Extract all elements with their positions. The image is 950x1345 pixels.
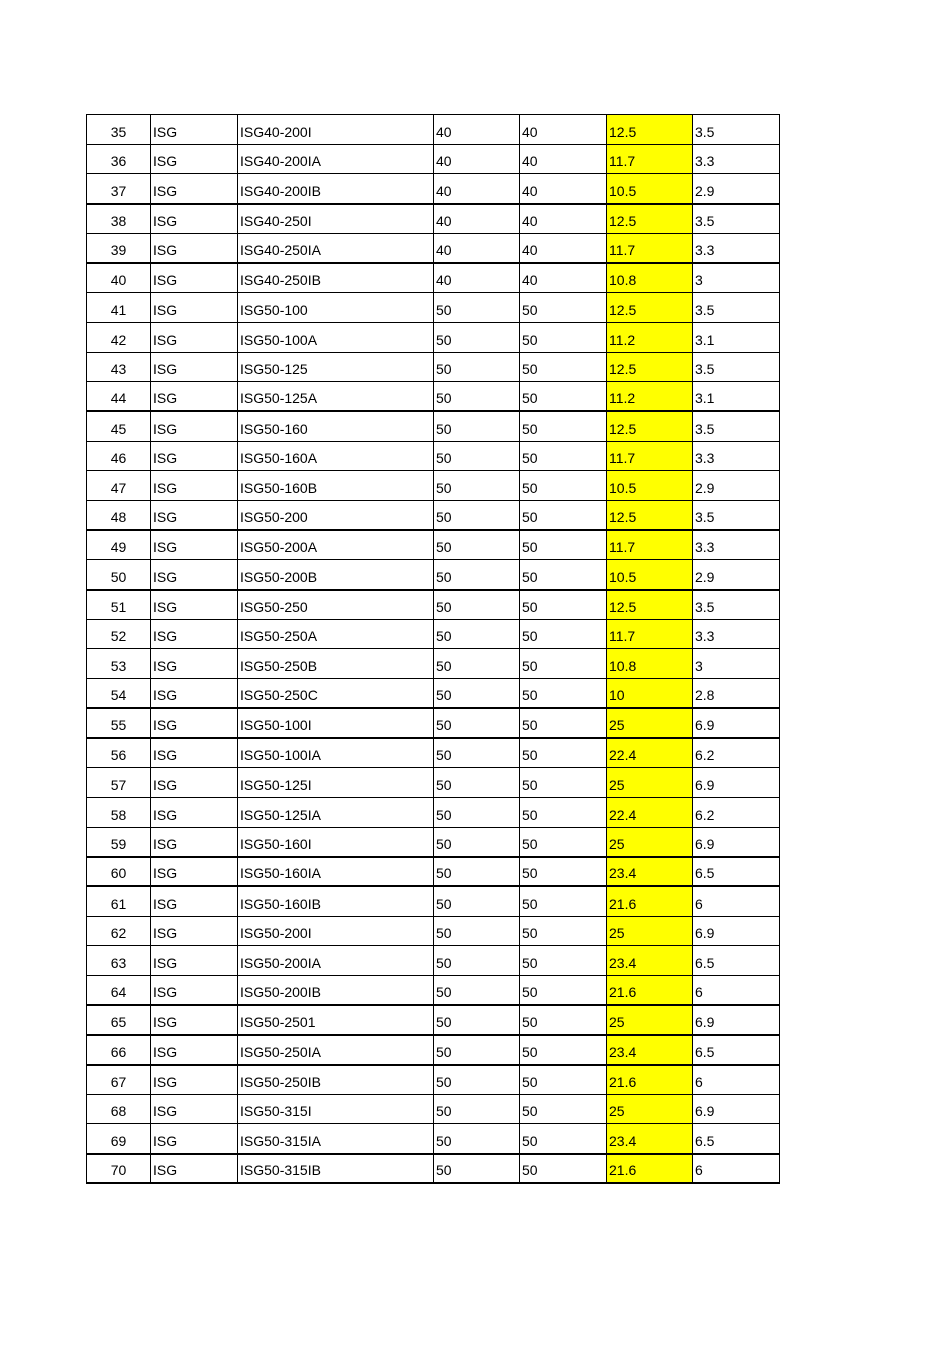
outlet-diameter-cell: 50 [520,560,607,590]
flow-alt-cell: 3.3 [693,441,780,471]
model-cell: ISG50-100 [238,293,434,323]
type-cell: ISG [151,500,238,530]
flow-cell: 25 [607,1005,693,1035]
inlet-diameter-cell: 40 [434,263,520,293]
table-row [87,1065,780,1095]
flow-alt-cell: 6.9 [693,768,780,798]
inlet-diameter-cell: 50 [434,619,520,649]
flow-alt-cell: 3.5 [693,293,780,323]
row-number-cell: 60 [87,857,151,887]
flow-alt-cell: 6 [693,1154,780,1184]
flow-cell: 23.4 [607,857,693,887]
inlet-diameter-cell: 50 [434,500,520,530]
model-cell: ISG50-125I [238,768,434,798]
row-number-cell: 58 [87,797,151,827]
flow-alt-cell: 6.9 [693,827,780,857]
outlet-diameter-cell: 50 [520,708,607,738]
flow-cell: 12.5 [607,204,693,234]
pump-spec-table [86,114,780,1184]
model-cell: ISG40-200IB [238,174,434,204]
table-row [87,293,780,323]
inlet-diameter-cell: 50 [434,1094,520,1124]
type-cell: ISG [151,293,238,323]
flow-cell: 11.7 [607,144,693,174]
inlet-diameter-cell: 50 [434,827,520,857]
inlet-diameter-cell: 50 [434,797,520,827]
flow-alt-cell: 3 [693,649,780,679]
flow-alt-cell: 3.3 [693,530,780,560]
type-cell: ISG [151,946,238,976]
flow-alt-cell: 3.5 [693,590,780,620]
table-row [87,1124,780,1154]
type-cell: ISG [151,1005,238,1035]
row-number-cell: 67 [87,1065,151,1095]
row-number-cell: 65 [87,1005,151,1035]
flow-alt-cell: 3.3 [693,144,780,174]
flow-alt-cell: 2.9 [693,560,780,590]
flow-cell: 12.5 [607,293,693,323]
row-number-cell: 51 [87,590,151,620]
flow-alt-cell: 6.5 [693,946,780,976]
model-cell: ISG50-250C [238,679,434,709]
flow-cell: 23.4 [607,946,693,976]
type-cell: ISG [151,411,238,441]
flow-cell: 23.4 [607,1035,693,1065]
model-cell: ISG50-200I [238,916,434,946]
row-number-cell: 50 [87,560,151,590]
inlet-diameter-cell: 50 [434,471,520,501]
flow-cell: 10.5 [607,560,693,590]
row-number-cell: 64 [87,975,151,1005]
flow-alt-cell: 3 [693,263,780,293]
outlet-diameter-cell: 50 [520,500,607,530]
inlet-diameter-cell: 50 [434,1124,520,1154]
table-row [87,738,780,768]
table-row [87,144,780,174]
outlet-diameter-cell: 50 [520,1065,607,1095]
type-cell: ISG [151,797,238,827]
model-cell: ISG50-315I [238,1094,434,1124]
table-row [87,352,780,382]
model-cell: ISG50-250 [238,590,434,620]
model-cell: ISG40-250IA [238,233,434,263]
table-row [87,560,780,590]
type-cell: ISG [151,1065,238,1095]
flow-cell: 11.7 [607,619,693,649]
inlet-diameter-cell: 50 [434,1035,520,1065]
flow-cell: 12.5 [607,590,693,620]
outlet-diameter-cell: 50 [520,1154,607,1184]
row-number-cell: 38 [87,204,151,234]
outlet-diameter-cell: 50 [520,857,607,887]
row-number-cell: 49 [87,530,151,560]
table-row [87,441,780,471]
model-cell: ISG50-160IB [238,886,434,916]
inlet-diameter-cell: 50 [434,322,520,352]
outlet-diameter-cell: 50 [520,382,607,412]
type-cell: ISG [151,679,238,709]
outlet-diameter-cell: 50 [520,975,607,1005]
flow-cell: 25 [607,708,693,738]
table-row [87,619,780,649]
type-cell: ISG [151,886,238,916]
type-cell: ISG [151,1094,238,1124]
flow-cell: 10.5 [607,471,693,501]
row-number-cell: 43 [87,352,151,382]
flow-cell: 21.6 [607,1065,693,1095]
model-cell: ISG50-250IB [238,1065,434,1095]
inlet-diameter-cell: 50 [434,768,520,798]
row-number-cell: 40 [87,263,151,293]
type-cell: ISG [151,263,238,293]
flow-alt-cell: 3.1 [693,322,780,352]
type-cell: ISG [151,590,238,620]
model-cell: ISG50-315IA [238,1124,434,1154]
row-number-cell: 54 [87,679,151,709]
outlet-diameter-cell: 40 [520,174,607,204]
model-cell: ISG40-200I [238,115,434,145]
table-row [87,886,780,916]
table-row [87,946,780,976]
table-row [87,975,780,1005]
flow-cell: 25 [607,916,693,946]
outlet-diameter-cell: 50 [520,1005,607,1035]
table-row [87,263,780,293]
row-number-cell: 63 [87,946,151,976]
row-number-cell: 70 [87,1154,151,1184]
flow-alt-cell: 6 [693,1065,780,1095]
flow-cell: 12.5 [607,500,693,530]
outlet-diameter-cell: 40 [520,233,607,263]
inlet-diameter-cell: 40 [434,144,520,174]
row-number-cell: 36 [87,144,151,174]
flow-cell: 11.7 [607,233,693,263]
inlet-diameter-cell: 40 [434,115,520,145]
model-cell: ISG50-125 [238,352,434,382]
outlet-diameter-cell: 50 [520,1094,607,1124]
outlet-diameter-cell: 50 [520,1035,607,1065]
type-cell: ISG [151,738,238,768]
type-cell: ISG [151,322,238,352]
type-cell: ISG [151,827,238,857]
row-number-cell: 61 [87,886,151,916]
flow-cell: 12.5 [607,115,693,145]
model-cell: ISG50-250IA [238,1035,434,1065]
model-cell: ISG50-160IA [238,857,434,887]
type-cell: ISG [151,649,238,679]
inlet-diameter-cell: 50 [434,738,520,768]
flow-alt-cell: 6.2 [693,738,780,768]
type-cell: ISG [151,530,238,560]
flow-alt-cell: 6.9 [693,1005,780,1035]
inlet-diameter-cell: 50 [434,1065,520,1095]
type-cell: ISG [151,204,238,234]
model-cell: ISG50-250A [238,619,434,649]
flow-cell: 25 [607,768,693,798]
table-row [87,1154,780,1184]
flow-alt-cell: 6.5 [693,1035,780,1065]
row-number-cell: 55 [87,708,151,738]
row-number-cell: 42 [87,322,151,352]
outlet-diameter-cell: 50 [520,768,607,798]
model-cell: ISG40-200IA [238,144,434,174]
table-row [87,1005,780,1035]
flow-alt-cell: 3.5 [693,352,780,382]
model-cell: ISG50-200B [238,560,434,590]
model-cell: ISG40-250I [238,204,434,234]
table-row [87,679,780,709]
outlet-diameter-cell: 40 [520,204,607,234]
outlet-diameter-cell: 50 [520,411,607,441]
inlet-diameter-cell: 50 [434,886,520,916]
type-cell: ISG [151,233,238,263]
table-row [87,233,780,263]
row-number-cell: 62 [87,916,151,946]
flow-alt-cell: 6.2 [693,797,780,827]
row-number-cell: 66 [87,1035,151,1065]
flow-alt-cell: 6.5 [693,857,780,887]
row-number-cell: 48 [87,500,151,530]
flow-cell: 11.2 [607,322,693,352]
outlet-diameter-cell: 50 [520,471,607,501]
outlet-diameter-cell: 50 [520,916,607,946]
inlet-diameter-cell: 50 [434,679,520,709]
inlet-diameter-cell: 50 [434,649,520,679]
outlet-diameter-cell: 50 [520,619,607,649]
table-body [87,115,780,1184]
model-cell: ISG50-315IB [238,1154,434,1184]
outlet-diameter-cell: 40 [520,115,607,145]
inlet-diameter-cell: 50 [434,857,520,887]
outlet-diameter-cell: 50 [520,530,607,560]
row-number-cell: 35 [87,115,151,145]
type-cell: ISG [151,560,238,590]
flow-alt-cell: 6 [693,975,780,1005]
inlet-diameter-cell: 50 [434,975,520,1005]
inlet-diameter-cell: 40 [434,233,520,263]
type-cell: ISG [151,471,238,501]
flow-alt-cell: 6.9 [693,916,780,946]
table-row [87,916,780,946]
row-number-cell: 44 [87,382,151,412]
outlet-diameter-cell: 50 [520,441,607,471]
flow-alt-cell: 2.8 [693,679,780,709]
table-row [87,590,780,620]
flow-alt-cell: 3.5 [693,204,780,234]
flow-alt-cell: 2.9 [693,471,780,501]
inlet-diameter-cell: 50 [434,1005,520,1035]
flow-alt-cell: 3.5 [693,115,780,145]
type-cell: ISG [151,916,238,946]
model-cell: ISG50-200IB [238,975,434,1005]
type-cell: ISG [151,768,238,798]
model-cell: ISG50-100I [238,708,434,738]
model-cell: ISG50-2501 [238,1005,434,1035]
row-number-cell: 57 [87,768,151,798]
type-cell: ISG [151,382,238,412]
flow-cell: 21.6 [607,886,693,916]
inlet-diameter-cell: 50 [434,441,520,471]
inlet-diameter-cell: 50 [434,560,520,590]
flow-alt-cell: 6.5 [693,1124,780,1154]
table-row [87,797,780,827]
flow-cell: 25 [607,1094,693,1124]
type-cell: ISG [151,441,238,471]
table-row [87,649,780,679]
model-cell: ISG50-250B [238,649,434,679]
table-row [87,857,780,887]
model-cell: ISG50-125A [238,382,434,412]
row-number-cell: 53 [87,649,151,679]
flow-alt-cell: 3.3 [693,233,780,263]
flow-cell: 11.2 [607,382,693,412]
flow-cell: 12.5 [607,352,693,382]
table-row [87,471,780,501]
row-number-cell: 37 [87,174,151,204]
table-row [87,382,780,412]
table-row [87,1035,780,1065]
inlet-diameter-cell: 50 [434,293,520,323]
table-row [87,1094,780,1124]
flow-cell: 22.4 [607,738,693,768]
table-row [87,530,780,560]
flow-cell: 25 [607,827,693,857]
flow-alt-cell: 2.9 [693,174,780,204]
row-number-cell: 52 [87,619,151,649]
row-number-cell: 39 [87,233,151,263]
flow-cell: 11.7 [607,530,693,560]
flow-cell: 10 [607,679,693,709]
inlet-diameter-cell: 40 [434,174,520,204]
flow-alt-cell: 3.5 [693,500,780,530]
inlet-diameter-cell: 40 [434,204,520,234]
outlet-diameter-cell: 40 [520,263,607,293]
outlet-diameter-cell: 50 [520,352,607,382]
flow-alt-cell: 6.9 [693,708,780,738]
row-number-cell: 46 [87,441,151,471]
outlet-diameter-cell: 40 [520,144,607,174]
outlet-diameter-cell: 50 [520,322,607,352]
table-row [87,708,780,738]
row-number-cell: 41 [87,293,151,323]
model-cell: ISG50-200IA [238,946,434,976]
model-cell: ISG50-160 [238,411,434,441]
model-cell: ISG50-160B [238,471,434,501]
model-cell: ISG50-125IA [238,797,434,827]
flow-cell: 23.4 [607,1124,693,1154]
inlet-diameter-cell: 50 [434,382,520,412]
flow-alt-cell: 3.1 [693,382,780,412]
row-number-cell: 47 [87,471,151,501]
flow-cell: 21.6 [607,975,693,1005]
table-row [87,827,780,857]
model-cell: ISG50-200A [238,530,434,560]
inlet-diameter-cell: 50 [434,352,520,382]
outlet-diameter-cell: 50 [520,293,607,323]
row-number-cell: 68 [87,1094,151,1124]
outlet-diameter-cell: 50 [520,679,607,709]
outlet-diameter-cell: 50 [520,827,607,857]
inlet-diameter-cell: 50 [434,590,520,620]
inlet-diameter-cell: 50 [434,530,520,560]
outlet-diameter-cell: 50 [520,738,607,768]
outlet-diameter-cell: 50 [520,946,607,976]
table-row [87,204,780,234]
flow-cell: 10.8 [607,263,693,293]
table-row [87,115,780,145]
type-cell: ISG [151,1124,238,1154]
model-cell: ISG50-100A [238,322,434,352]
type-cell: ISG [151,174,238,204]
flow-cell: 12.5 [607,411,693,441]
outlet-diameter-cell: 50 [520,590,607,620]
table-row [87,322,780,352]
type-cell: ISG [151,144,238,174]
outlet-diameter-cell: 50 [520,797,607,827]
outlet-diameter-cell: 50 [520,649,607,679]
flow-alt-cell: 3.5 [693,411,780,441]
inlet-diameter-cell: 50 [434,1154,520,1184]
row-number-cell: 56 [87,738,151,768]
type-cell: ISG [151,352,238,382]
outlet-diameter-cell: 50 [520,1124,607,1154]
flow-alt-cell: 3.3 [693,619,780,649]
flow-alt-cell: 6 [693,886,780,916]
type-cell: ISG [151,115,238,145]
row-number-cell: 69 [87,1124,151,1154]
model-cell: ISG50-100IA [238,738,434,768]
flow-cell: 10.5 [607,174,693,204]
outlet-diameter-cell: 50 [520,886,607,916]
flow-alt-cell: 6.9 [693,1094,780,1124]
type-cell: ISG [151,975,238,1005]
table-row [87,500,780,530]
inlet-diameter-cell: 50 [434,946,520,976]
model-cell: ISG50-200 [238,500,434,530]
type-cell: ISG [151,1035,238,1065]
inlet-diameter-cell: 50 [434,411,520,441]
flow-cell: 10.8 [607,649,693,679]
inlet-diameter-cell: 50 [434,708,520,738]
row-number-cell: 59 [87,827,151,857]
type-cell: ISG [151,1154,238,1184]
model-cell: ISG50-160A [238,441,434,471]
flow-cell: 11.7 [607,441,693,471]
type-cell: ISG [151,619,238,649]
flow-cell: 21.6 [607,1154,693,1184]
table-row [87,174,780,204]
inlet-diameter-cell: 50 [434,916,520,946]
model-cell: ISG40-250IB [238,263,434,293]
row-number-cell: 45 [87,411,151,441]
type-cell: ISG [151,708,238,738]
table-row [87,411,780,441]
type-cell: ISG [151,857,238,887]
model-cell: ISG50-160I [238,827,434,857]
table-row [87,768,780,798]
flow-cell: 22.4 [607,797,693,827]
